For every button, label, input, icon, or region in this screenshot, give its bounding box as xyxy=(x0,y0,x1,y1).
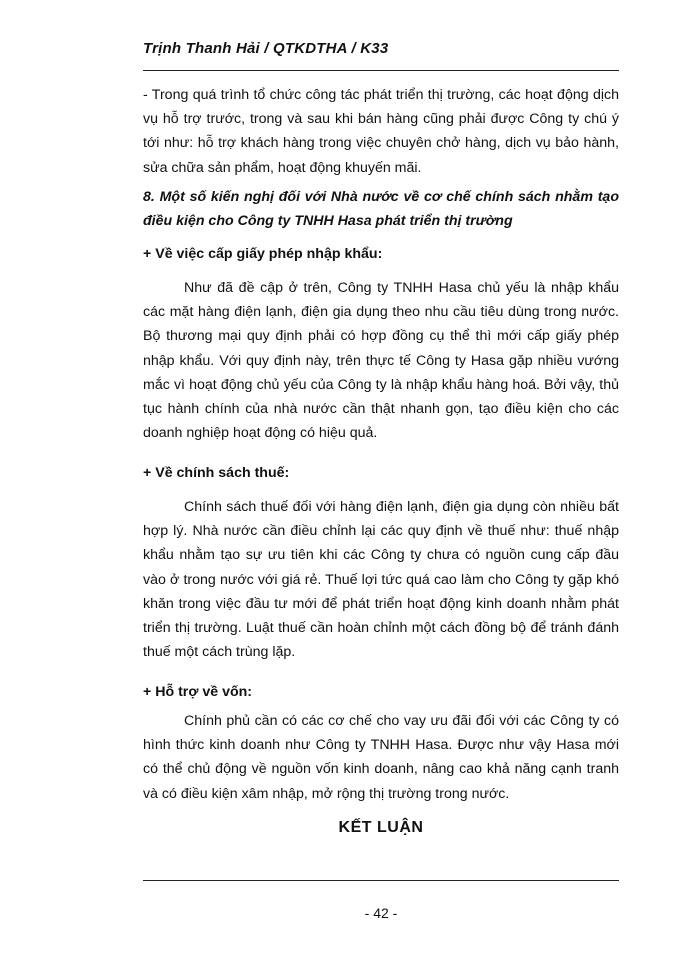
section-heading: 8. Một số kiến nghị đối với Nhà nước về cơ chế chính sách nhằm tạo điều kiện cho Công ty TNHH Hasa phát triển thị trường xyxy=(143,189,619,229)
page-number: - 42 - xyxy=(364,905,398,921)
header-divider xyxy=(143,70,619,71)
subsection-text-capital-support: Chính phủ cần có các cơ chế cho vay ưu đãi đối với các Công ty có hình thức kinh doanh như Công ty TNHH Hasa. Được như vậy Hasa mới có thể chủ động về nguồn vốn kinh doanh, nâng cao khả năng cạnh tranh và có điều kiện xâm nhập, mở rộng thị trường trong nước. xyxy=(143,713,619,802)
subsection-heading-import-license: + Về việc cấp giấy phép nhập khẩu: xyxy=(143,246,383,262)
subsection-heading-tax-policy: + Về chính sách thuế: xyxy=(143,465,290,481)
intro-paragraph: - Trong quá trình tổ chức công tác phát triển thị trường, các hoạt động dịch vụ hỗ trợ trước, trong và sau khi bán hàng cũng phải được Công ty chú ý tới như: hỗ trợ khách hàng trong việc chuyên chở hàng, dịch vụ bảo hành, sửa chữa sản phẩm, hoạt động khuyến mãi. xyxy=(143,87,619,176)
subsection-heading-capital-support: + Hỗ trợ về vốn: xyxy=(143,684,253,700)
subsection-text-tax-policy: Chính sách thuế đối với hàng điện lạnh, điện gia dụng còn nhiều bất hợp lý. Nhà nước cần điều chỉnh lại các quy định về thuế như: thuế nhập khẩu nhằm tạo sự ưu tiên khi các Công ty chưa có nguồn cung cấp đầu vào ở trong nước với giá rẻ. Thuế lợi tức quá cao làm cho Công ty gặp khó khăn trong việc đầu tư mới để phát triển hoạt động kinh doanh nhằm phát triển thị trường. Luật thuế cần hoàn chỉnh một cách đồng bộ để tránh đánh thuế một cách trùng lặp. xyxy=(143,499,619,661)
conclusion-heading: KẾT LUẬN xyxy=(338,819,424,836)
header-author-line: Trịnh Thanh Hải / QTKDTHA / K33 xyxy=(143,40,389,57)
footer-divider xyxy=(143,880,619,881)
subsection-text-import-license: Như đã đề cập ở trên, Công ty TNHH Hasa chủ yếu là nhập khẩu các mặt hàng điện lạnh, điện gia dụng theo nhu cầu tiêu dùng trong nước. Bộ thương mại quy định phải có hợp đồng cụ thể thì mới cấp giấy phép nhập khẩu. Với quy định này, trên thực tế Công ty Hasa gặp nhiều vướng mắc vì hoạt động chủ yếu của Công ty là nhập khẩu hàng hoá. Bởi vậy, thủ tục hành chính của nhà nước cần thật nhanh gọn, tạo điều kiện cho các doanh nghiệp hoạt động có hiệu quả. xyxy=(143,280,619,442)
